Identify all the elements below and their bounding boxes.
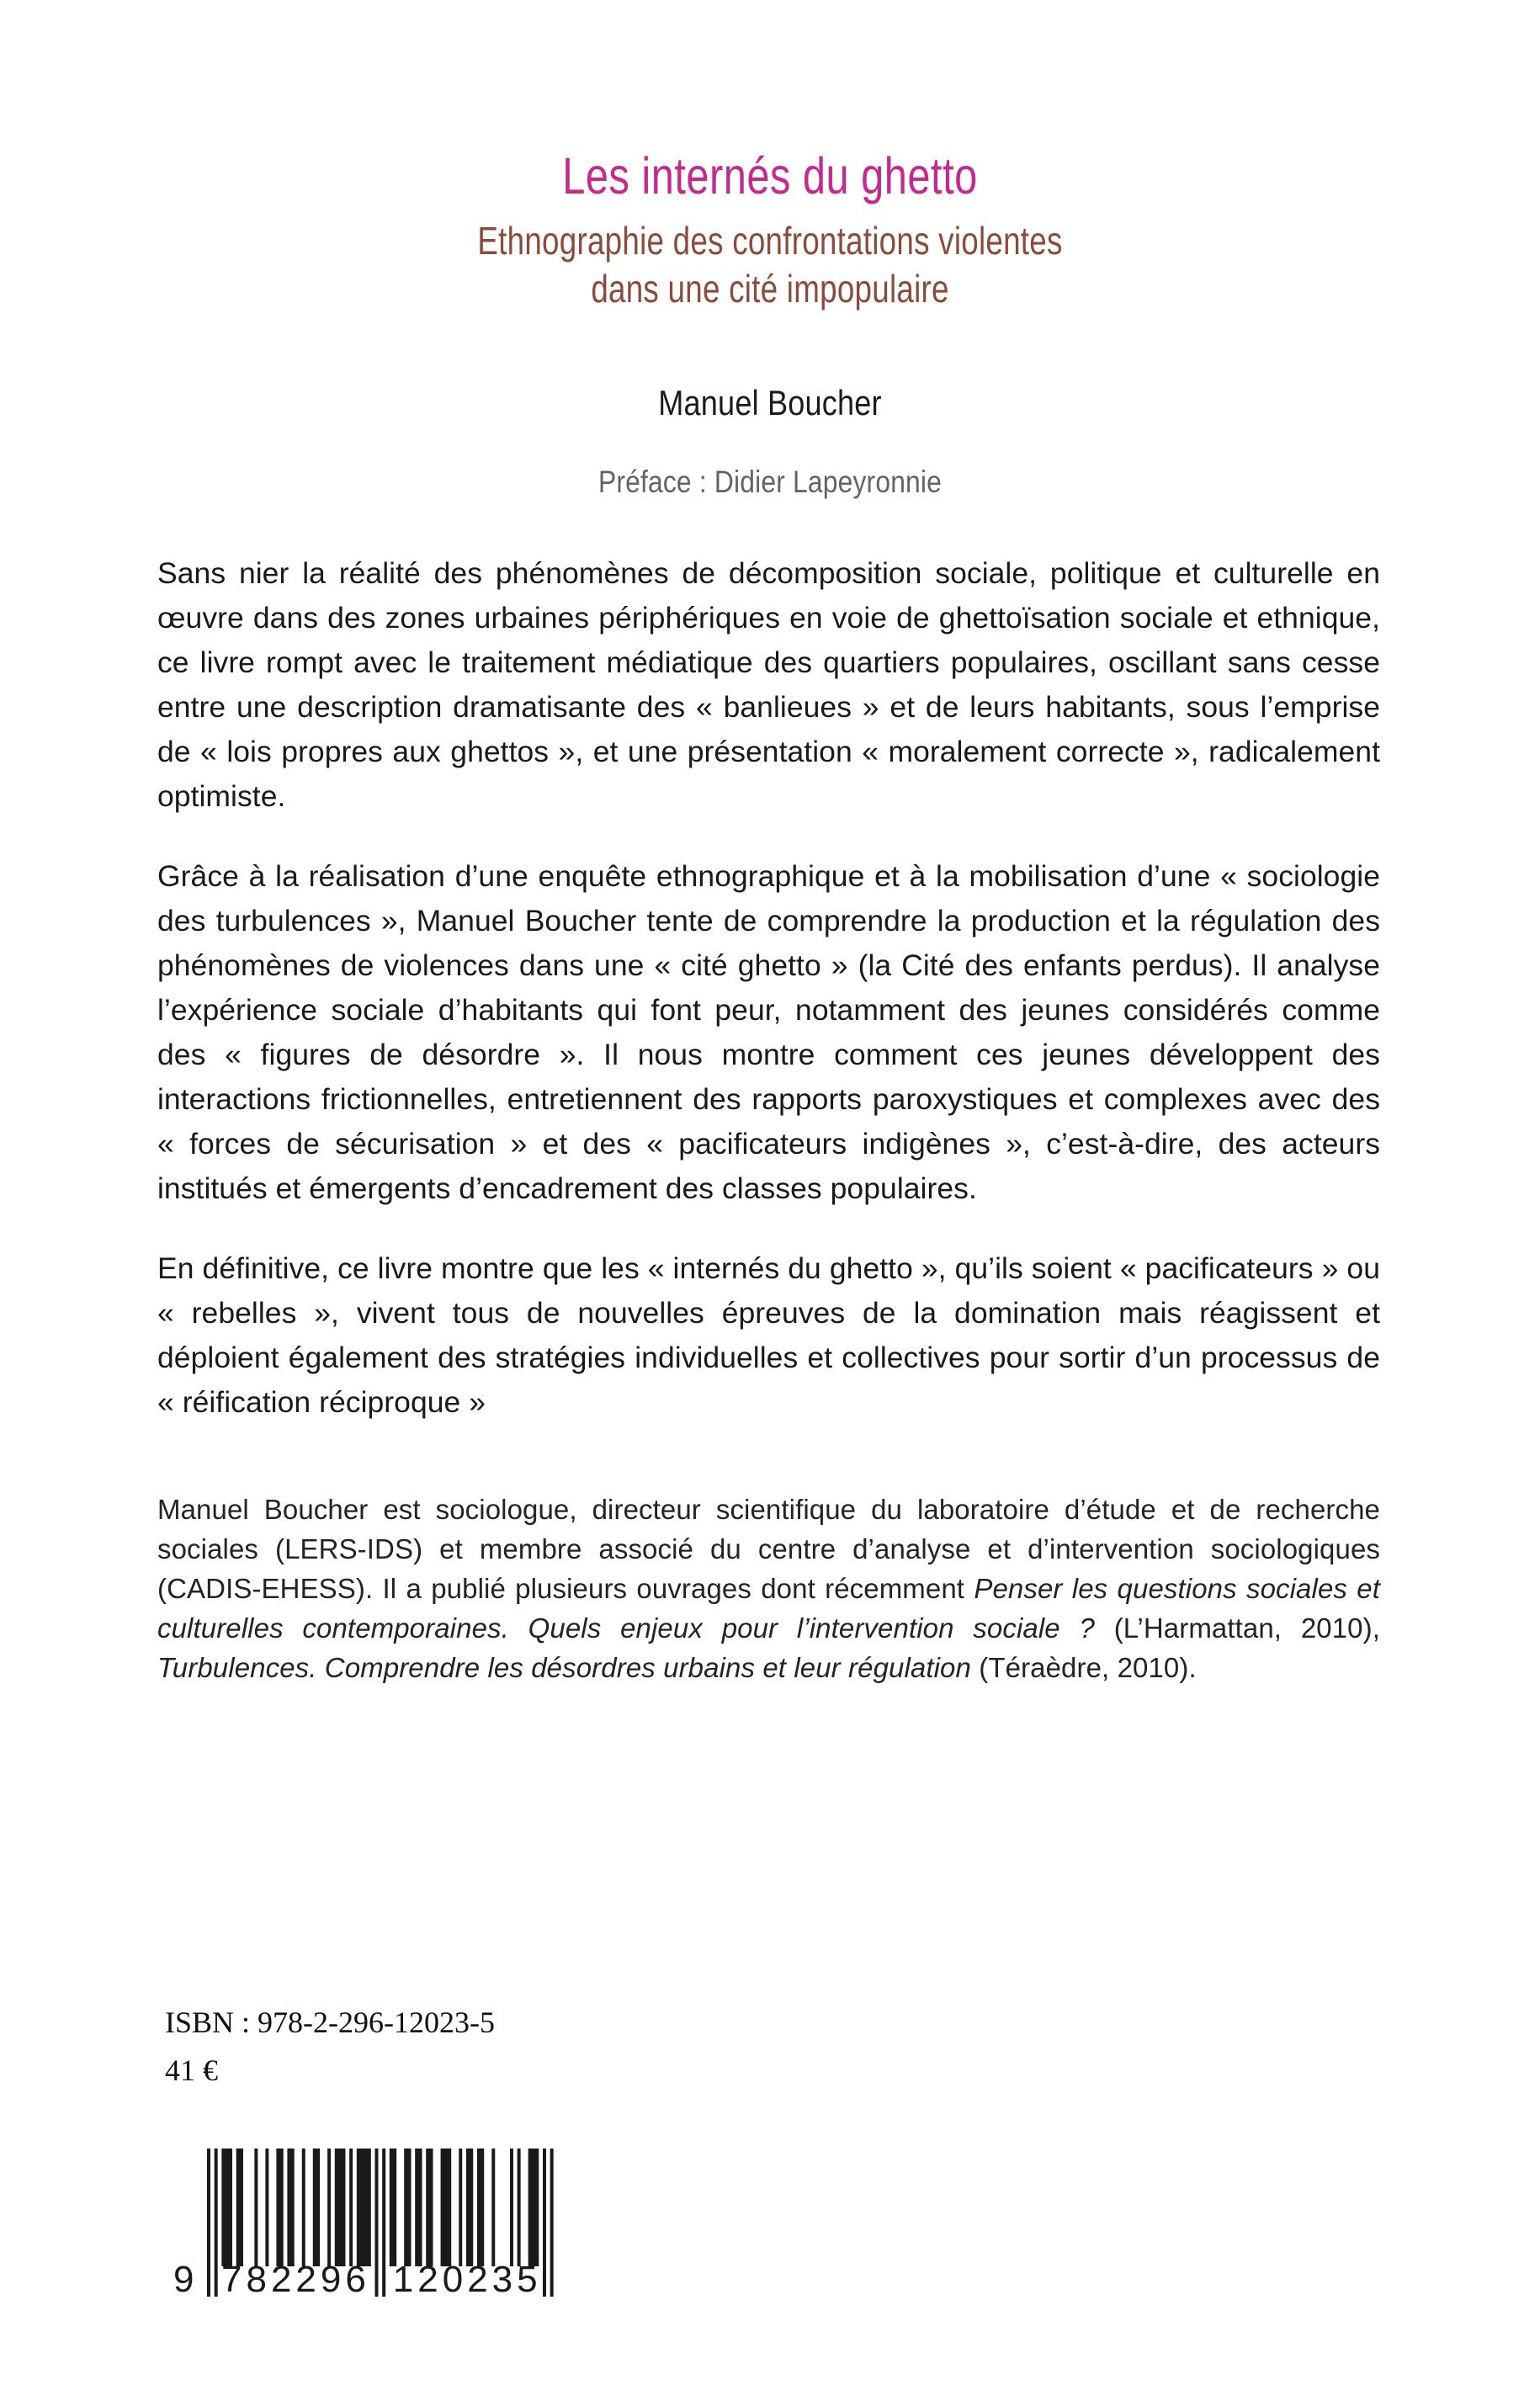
- barcode-digits-right: 120235: [392, 2259, 542, 2300]
- biography-paragraph: [157, 1490, 1380, 1687]
- book-subtitle-line-2: dans une cité impopulaire: [591, 267, 949, 311]
- page-title: Les internés du ghetto: [562, 147, 978, 205]
- title-block: [0, 147, 1540, 313]
- biography-italic-title-2: Turbulences. Comprendre les désordres urbains et leur régulation: [157, 1652, 971, 1683]
- biography-italic-title-1: Penser les questions sociales et culturelles contemporaines. Quels enjeux pour l’intervention sociale ?: [157, 1573, 1380, 1644]
- blurb-paragraph-3: En définitive, ce livre montre que les « internés du ghetto », qu’ils soient « pacificateurs » ou « rebelles », vivent tous de nouvelles épreuves de la domination mais réagissent et déploient également des stratégies individuelles et collectives pour sortir d’un processus de « réification réciproque »: [157, 1251, 1380, 1419]
- publication-info: [165, 1999, 495, 2095]
- blurb-paragraph-1: Sans nier la réalité des phénomènes de décomposition sociale, politique et culturelle en œuvre dans des zones urbaines périphériques en voie de ghettoïsation sociale et ethnique, ce livre rompt avec le traitement médiatique des quartiers populaires, oscillant sans cesse entre une description dramatisante des « banlieues » et de leurs habitants, sous l’emprise de « lois propres aux ghettos », et une présentation « moralement correcte », radicalement optimiste.: [157, 556, 1380, 813]
- biography-segment-1: Manuel Boucher est sociologue, directeur scientifique du laboratoire d’étude et de recherche sociales (LERS-IDS) et membre associé du centre d’analyse et d’intervention sociologiques (CADIS-EHESS). Il a publié plusieurs ouvrages dont récemment: [157, 1494, 1380, 1604]
- book-subtitle: [154, 217, 1386, 313]
- barcode-digit-lead: 9: [173, 2259, 194, 2300]
- author-biography: [157, 1490, 1380, 1687]
- author-name: Manuel Boucher: [658, 383, 882, 422]
- isbn-text: ISBN : 978-2-296-12023-5: [165, 2005, 495, 2039]
- barcode-ean13-graphic: [165, 2142, 560, 2302]
- preface-credit: Préface : Didier Lapeyronnie: [597, 465, 943, 499]
- barcode: [165, 2142, 560, 2302]
- price-text: 41 €: [165, 2053, 218, 2087]
- biography-segment-3: (Téraèdre, 2010).: [970, 1652, 1197, 1683]
- book-subtitle-line-1: Ethnographie des confrontations violentes: [477, 219, 1063, 263]
- blurb-paragraph-2: Grâce à la réalisation d’une enquête ethnographique et à la mobilisation d’une « sociologie des turbulences », Manuel Boucher tente de comprendre la production et la régulation des phénomènes de violences dans une « cité ghetto » (la Cité des enfants perdus). Il analyse l’expérience sociale d’habitants qui font peur, notamment des jeunes considérés comme des « figures de désordre ». Il nous montre comment ces jeunes développent des interactions frictionnelles, entretiennent des rapports paroxystiques et complexes avec des « forces de sécurisation » et des « pacificateurs indigènes », c’est-à-dire, des acteurs institués et émergents d’encadrement des classes populaires.: [157, 859, 1380, 1205]
- barcode-digits-left: 782296: [221, 2259, 370, 2300]
- blurb-text: [157, 551, 1380, 1425]
- biography-segment-2: (L’Harmattan, 2010),: [1094, 1612, 1380, 1644]
